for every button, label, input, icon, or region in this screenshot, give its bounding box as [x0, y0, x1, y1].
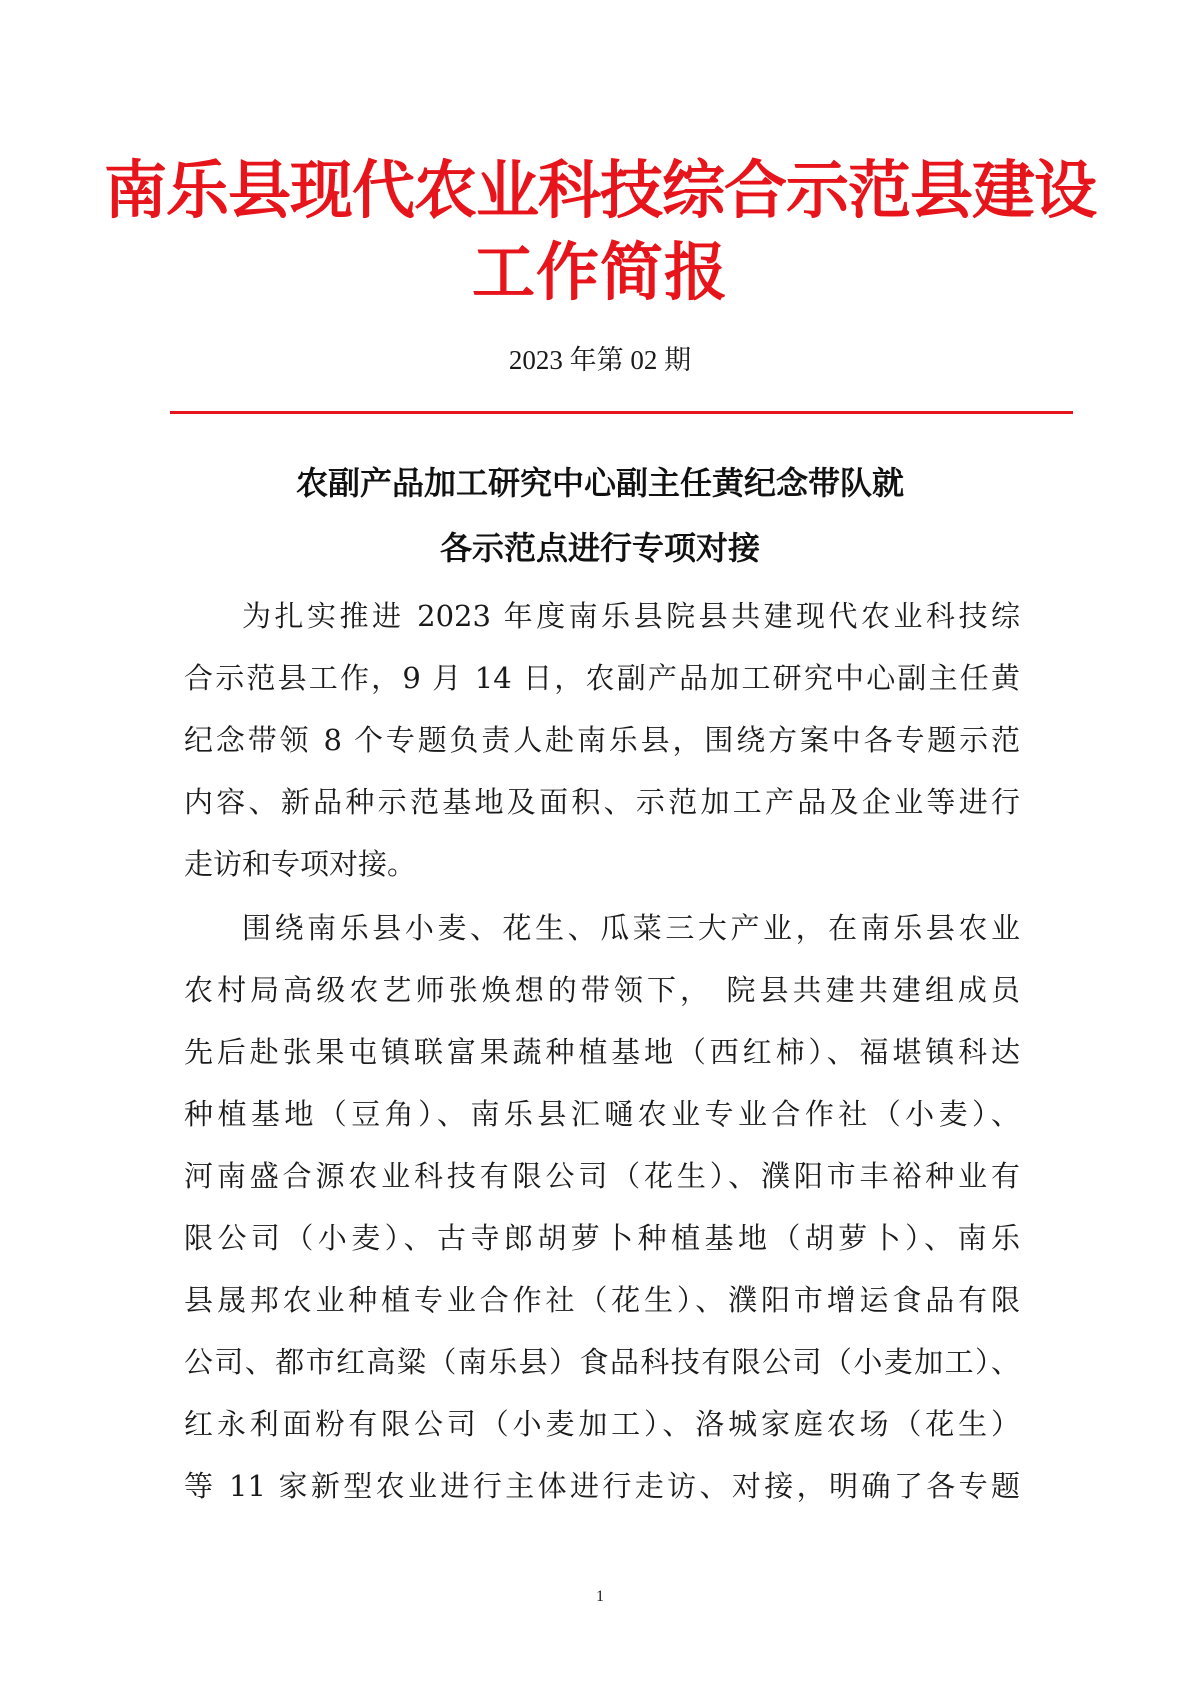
bulletin-title-line-2: 工作简报 [472, 235, 728, 309]
body-line: 农村局高级农艺师张焕想的带领下， 院县共建共建组成员 [184, 973, 1020, 1007]
bulletin-title-line-1: 南乐县现代农业科技综合示范县建设 [104, 153, 1096, 227]
page-number: 1 [596, 1588, 604, 1605]
body-line: 纪念带领 8 个专题负责人赴南乐县，围绕方案中各专题示范 [184, 723, 1020, 757]
body-line: 限公司（小麦）、古寺郎胡萝卜种植基地（胡萝卜）、南乐 [184, 1221, 1020, 1255]
paragraph-2 [184, 897, 1020, 1517]
article-title-line-1: 农副产品加工研究中心副主任黄纪念带队就 [295, 464, 904, 502]
body-line: 红永利面粉有限公司（小麦加工）、洛城家庭农场（花生） [184, 1407, 1020, 1441]
body-line: 合示范县工作，9 月 14 日，农副产品加工研究中心副主任黄 [184, 661, 1020, 695]
red-divider-rule [170, 411, 1073, 414]
body-line: 走访和专项对接。 [184, 847, 417, 881]
body-line: 围绕南乐县小麦、花生、瓜菜三大产业，在南乐县农业 [242, 911, 1020, 945]
article-title-line-2: 各示范点进行专项对接 [439, 529, 760, 567]
body-line: 为扎实推进 2023 年度南乐县院县共建现代农业科技综 [242, 599, 1020, 633]
body-line: 县晟邦农业种植专业合作社（花生）、濮阳市增运食品有限 [184, 1283, 1020, 1317]
issue-number: 2023 年第 02 期 [508, 345, 692, 375]
body-line: 先后赴张果屯镇联富果蔬种植基地（西红柿）、福堪镇科达 [184, 1035, 1020, 1069]
body-line: 等 11 家新型农业进行主体进行走访、对接，明确了各专题 [184, 1469, 1020, 1503]
paragraph-1 [184, 585, 1020, 895]
body-line: 河南盛合源农业科技有限公司（花生）、濮阳市丰裕种业有 [184, 1159, 1020, 1193]
body-line: 公司、都市红高粱（南乐县）食品科技有限公司（小麦加工）、 [184, 1345, 1020, 1379]
body-line: 内容、新品种示范基地及面积、示范加工产品及企业等进行 [184, 785, 1020, 819]
article-body [184, 585, 1020, 1517]
body-line: 种植基地（豆角）、南乐县汇嗵农业专业合作社（小麦）、 [184, 1097, 1020, 1131]
